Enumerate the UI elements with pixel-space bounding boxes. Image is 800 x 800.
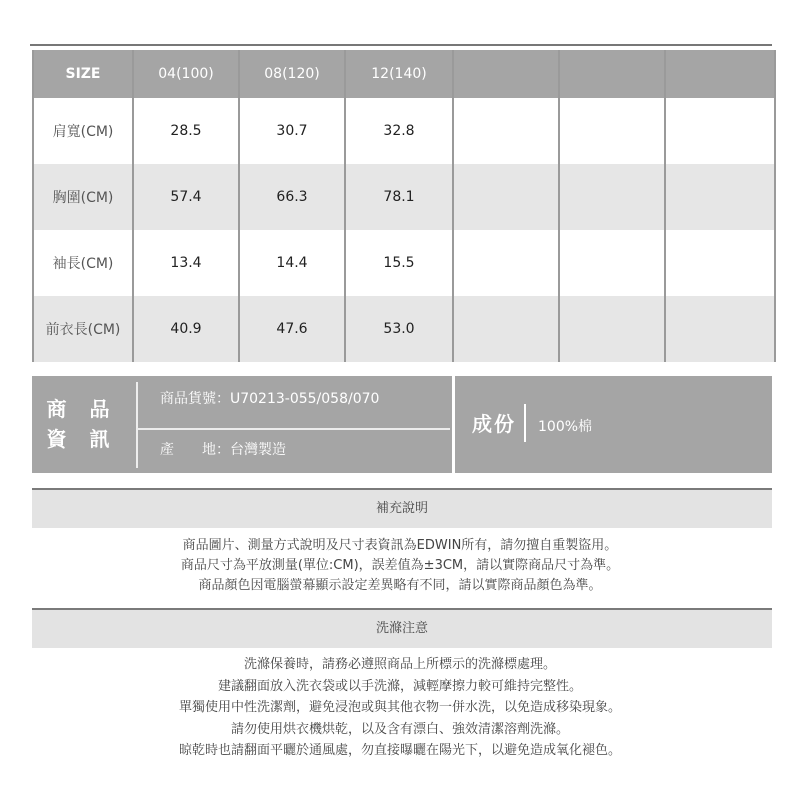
table-cell: 66.3 [239, 164, 345, 230]
wash-line: 晾乾時也請翻面平曬於通風處，勿直接曝曬在陽光下，以避免造成氧化褪色。 [178, 743, 621, 758]
table-cell: 40.9 [133, 296, 239, 362]
table-cell: 53.0 [345, 296, 453, 362]
product-code: 商品貨號：U70213-055/058/070 [136, 382, 450, 428]
table-row [33, 296, 775, 362]
table-cell [559, 230, 665, 296]
table-cell [453, 98, 559, 164]
table-cell: 14.4 [239, 230, 345, 296]
wash-text [0, 654, 800, 762]
composition-divider [524, 404, 526, 442]
row-label: 肩寬(CM) [33, 98, 133, 164]
info-separator [452, 376, 455, 473]
table-cell: 47.6 [239, 296, 345, 362]
table-cell [665, 230, 775, 296]
size-header-cell [559, 50, 665, 98]
notes-line: 商品尺寸為平放測量(單位:CM)，誤差值為±3CM，請以實際商品尺寸為準。 [180, 558, 620, 573]
composition-value: 100%棉 [538, 419, 593, 435]
size-header-cell [453, 50, 559, 98]
table-cell [559, 296, 665, 362]
table-row [33, 98, 775, 164]
size-header-cell: 04(100) [133, 50, 239, 98]
size-header-row [33, 50, 775, 98]
table-row [33, 164, 775, 230]
table-cell: 30.7 [239, 98, 345, 164]
row-label: 袖長(CM) [33, 230, 133, 296]
notes-header: 補充說明 [32, 488, 772, 528]
size-table [32, 50, 776, 362]
notes-text [0, 536, 800, 596]
size-header-cell: SIZE [33, 50, 133, 98]
table-cell: 28.5 [133, 98, 239, 164]
size-header-cell [665, 50, 775, 98]
table-cell [453, 164, 559, 230]
product-info-title-line1: 商 品 [46, 397, 118, 421]
notes-line: 商品顏色因電腦螢幕顯示設定差異略有不同，請以實際商品顏色為準。 [198, 578, 602, 593]
product-info-title-line2: 資 訊 [46, 427, 118, 451]
table-cell [665, 296, 775, 362]
table-cell: 32.8 [345, 98, 453, 164]
table-cell: 57.4 [133, 164, 239, 230]
wash-line: 單獨使用中性洗潔劑，避免浸泡或與其他衣物一併水洗，以免造成移染現象。 [178, 700, 621, 715]
table-cell: 15.5 [345, 230, 453, 296]
table-cell [665, 164, 775, 230]
top-divider [30, 44, 772, 46]
table-cell [453, 230, 559, 296]
wash-line: 洗滌保養時，請務必遵照商品上所標示的洗滌標處理。 [243, 657, 556, 672]
notes-line: 商品圖片、測量方式說明及尺寸表資訊為EDWIN所有，請勿擅自重製盜用。 [182, 538, 618, 553]
composition-label: 成份 [472, 412, 516, 436]
wash-line: 請勿使用烘衣機烘乾，以及含有漂白、強效清潔溶劑洗滌。 [230, 721, 569, 737]
table-cell [559, 164, 665, 230]
table-cell [453, 296, 559, 362]
table-cell [559, 98, 665, 164]
wash-line: 建議翻面放入洗衣袋或以手洗滌，減輕摩擦力較可維持完整性。 [217, 678, 582, 694]
size-header-cell: 08(120) [239, 50, 345, 98]
wash-header: 洗滌注意 [32, 608, 772, 648]
table-cell: 13.4 [133, 230, 239, 296]
table-row [33, 230, 775, 296]
row-label: 前衣長(CM) [33, 296, 133, 362]
product-info-panel [32, 376, 772, 473]
table-cell [665, 98, 775, 164]
size-header-cell: 12(140) [345, 50, 453, 98]
product-info-title [32, 376, 132, 473]
product-origin: 產 地：台灣製造 [136, 428, 450, 468]
table-cell: 78.1 [345, 164, 453, 230]
row-label: 胸圍(CM) [33, 164, 133, 230]
